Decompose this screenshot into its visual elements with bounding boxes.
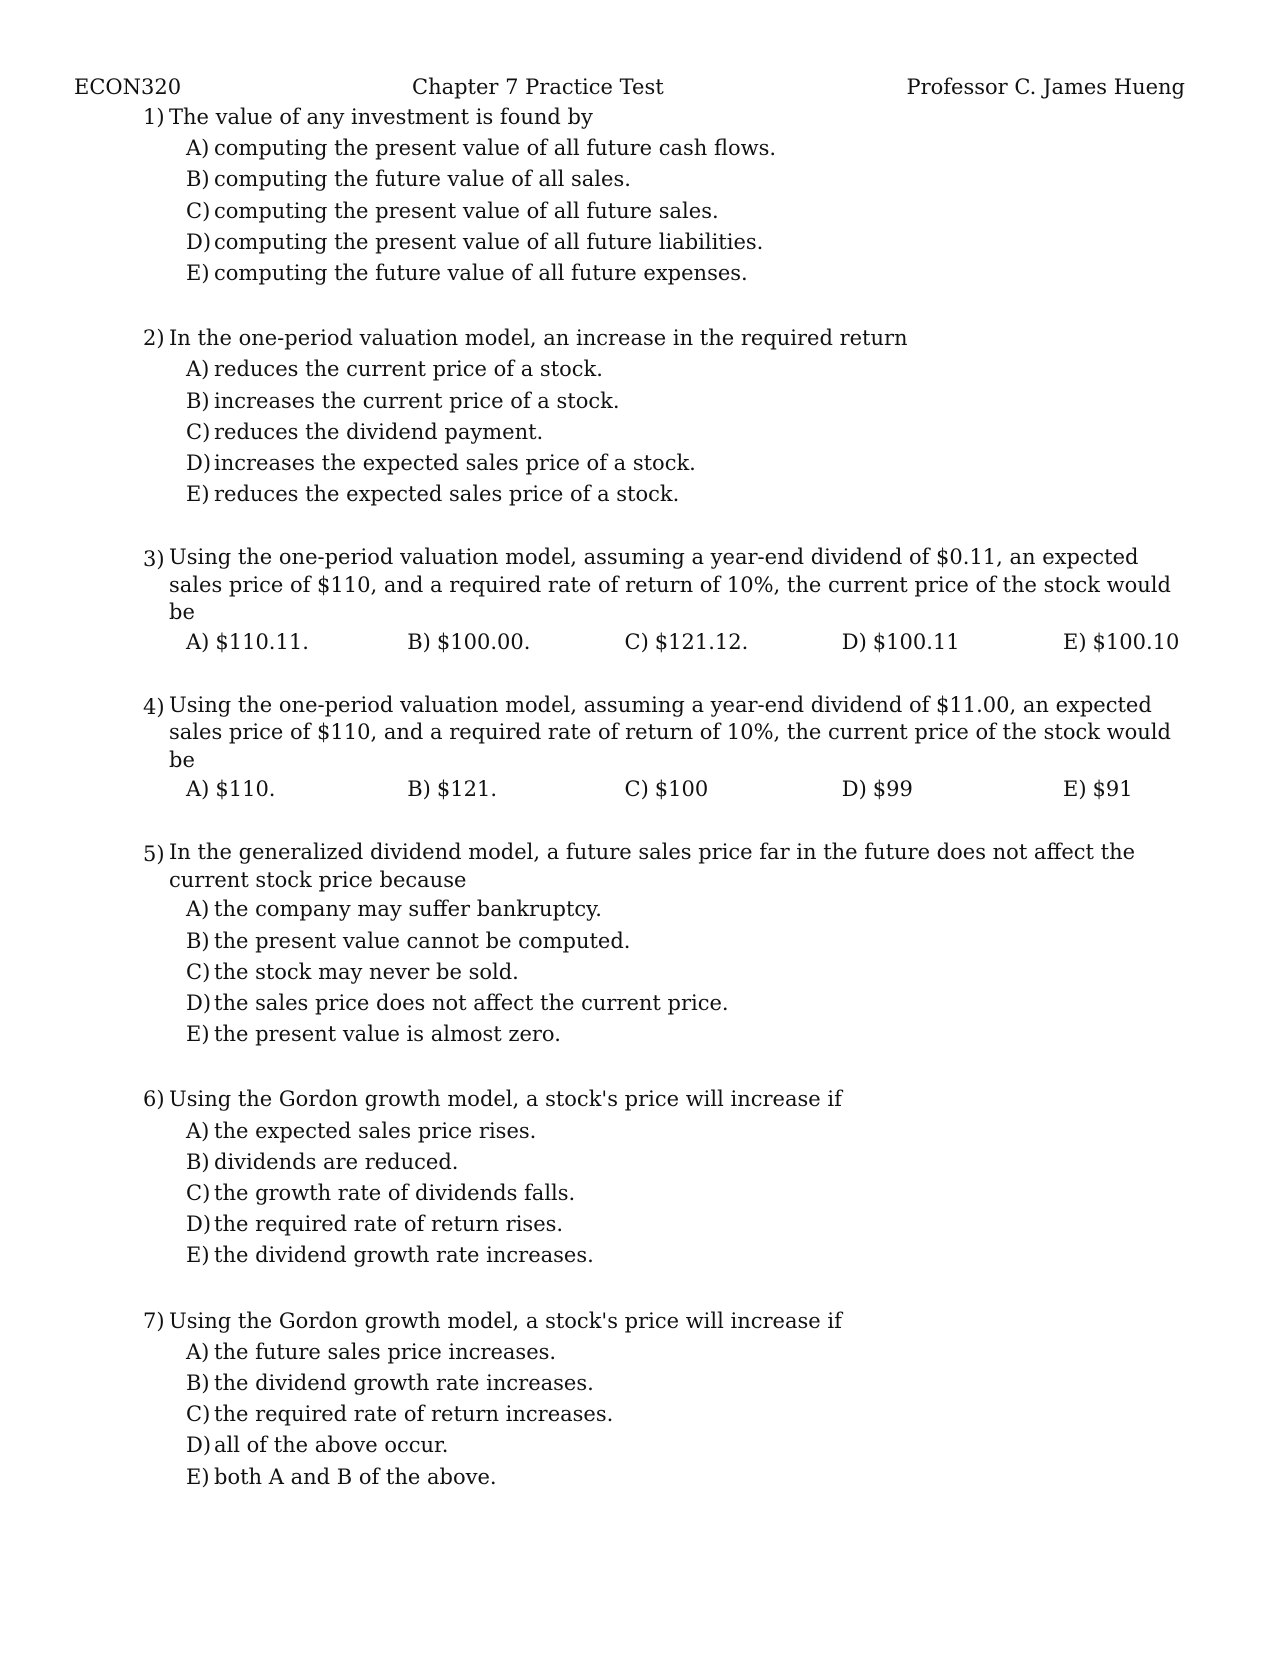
answer-option-a (186, 354, 1173, 385)
option-text: $121. (436, 777, 497, 802)
option-text: $99 (872, 777, 913, 802)
option-label: A) (186, 629, 210, 654)
option-label: E) (186, 482, 210, 507)
option-label: A) (186, 136, 210, 161)
question-stem (143, 544, 1173, 627)
question-text: In the one-period valuation model, an increase in the required return (169, 326, 908, 351)
answer-option-b (186, 926, 1173, 957)
answer-option-c (186, 417, 1173, 448)
answer-option-d (186, 1430, 1173, 1461)
option-label: C) (186, 1181, 211, 1206)
option-text: the dividend growth rate increases. (214, 1371, 594, 1396)
answer-option-c (186, 1178, 1173, 1209)
option-text: the sales price does not affect the current price. (214, 991, 729, 1016)
answer-option-b (186, 1147, 1173, 1178)
option-label: B) (407, 629, 431, 654)
option-text: the present value cannot be computed. (214, 928, 631, 953)
option-text: the company may suffer bankruptcy. (214, 897, 602, 922)
answer-option-e (186, 258, 1173, 289)
answer-options (143, 133, 1173, 289)
answer-option-a (186, 1116, 1173, 1147)
option-text: all of the above occur. (214, 1433, 449, 1458)
question-4 (143, 692, 1173, 806)
answer-option-e (186, 1019, 1173, 1050)
answer-option-e (186, 1462, 1173, 1493)
professor-name: Professor C. James Hueng (906, 75, 1185, 99)
option-label: B) (186, 1371, 210, 1396)
option-text: $100 (654, 777, 709, 802)
option-label: C) (186, 419, 211, 444)
question-text: Using the one-period valuation model, assuming a year-end dividend of $11.00, an expected sales price of $110, and a required rate of return of 10%, the current price of the stock would be (169, 692, 1171, 772)
page-header (0, 72, 1280, 102)
answer-option-e (186, 1240, 1173, 1271)
answer-options (143, 774, 1173, 805)
question-number: 4) (143, 694, 165, 719)
question-1 (143, 102, 1173, 289)
option-label: D) (186, 229, 212, 254)
option-label: E) (186, 1464, 210, 1489)
question-stem (143, 692, 1173, 775)
answer-option-a (186, 627, 396, 658)
answer-option-a (186, 894, 1173, 925)
answer-option-a (186, 774, 396, 805)
question-7 (143, 1306, 1173, 1493)
answer-option-b (407, 627, 613, 658)
page-title: Chapter 7 Practice Test (412, 75, 664, 99)
option-text: dividends are reduced. (214, 1149, 459, 1174)
answer-option-c (186, 957, 1173, 988)
option-text: the required rate of return increases. (214, 1402, 614, 1427)
option-text: reduces the dividend payment. (214, 419, 544, 444)
option-label: D) (186, 991, 212, 1016)
question-number: 6) (143, 1087, 165, 1112)
option-label: C) (624, 777, 649, 802)
option-text: the growth rate of dividends falls. (214, 1181, 576, 1206)
answer-option-c (625, 774, 831, 805)
question-3 (143, 544, 1180, 658)
option-label: C) (624, 629, 649, 654)
option-text: computing the present value of all future cash flows. (214, 136, 777, 161)
option-label: B) (186, 167, 210, 192)
question-number: 2) (143, 326, 165, 351)
option-text: $91 (1092, 777, 1133, 802)
answer-options (143, 1337, 1173, 1493)
option-text: computing the present value of all future sales. (214, 198, 719, 223)
option-text: the dividend growth rate increases. (214, 1243, 594, 1268)
question-text: Using the Gordon growth model, a stock's price will increase if (169, 1087, 842, 1112)
option-text: $121.12. (654, 629, 749, 654)
option-label: E) (1063, 777, 1087, 802)
answer-options (143, 627, 1180, 658)
question-stem (143, 102, 1173, 133)
answer-option-e (1063, 627, 1180, 658)
question-text: The value of any investment is found by (169, 105, 593, 129)
question-stem (143, 323, 1173, 354)
answer-option-d (842, 774, 1052, 805)
option-label: C) (186, 1402, 211, 1427)
answer-option-b (186, 1368, 1173, 1399)
answer-option-b (186, 164, 1173, 195)
option-text: reduces the expected sales price of a stock. (214, 482, 680, 507)
option-text: increases the expected sales price of a stock. (214, 451, 696, 476)
question-list (143, 102, 1180, 1527)
option-label: B) (186, 388, 210, 413)
question-5 (143, 839, 1173, 1050)
answer-option-a (186, 133, 1173, 164)
answer-option-a (186, 1337, 1173, 1368)
answer-option-d (186, 988, 1173, 1019)
answer-option-e (186, 479, 1173, 510)
option-label: C) (186, 198, 211, 223)
option-label: A) (186, 897, 210, 922)
option-text: increases the current price of a stock. (214, 388, 620, 413)
option-label: E) (186, 261, 210, 286)
question-text: Using the Gordon growth model, a stock's price will increase if (169, 1308, 842, 1333)
answer-options (143, 894, 1173, 1050)
option-text: $100.11 (872, 629, 960, 654)
option-text: reduces the current price of a stock. (214, 357, 603, 382)
option-text: computing the present value of all future liabilities. (214, 229, 764, 254)
answer-option-c (625, 627, 831, 658)
option-label: B) (407, 777, 431, 802)
option-text: the stock may never be sold. (214, 959, 519, 984)
option-text: computing the future value of all future expenses. (214, 261, 748, 286)
option-label: D) (186, 1212, 212, 1237)
answer-options (143, 354, 1173, 510)
answer-option-d (186, 1209, 1173, 1240)
option-text: the present value is almost zero. (214, 1022, 561, 1047)
answer-option-d (186, 448, 1173, 479)
option-text: the required rate of return rises. (214, 1212, 564, 1237)
course-code: ECON320 (74, 75, 182, 99)
answer-option-d (186, 227, 1173, 258)
option-text: $110.11. (215, 629, 309, 654)
question-number: 7) (143, 1308, 165, 1333)
option-label: B) (186, 1149, 210, 1174)
answer-option-e (1063, 774, 1173, 805)
option-label: D) (841, 629, 867, 654)
option-label: D) (186, 451, 212, 476)
option-label: E) (186, 1022, 210, 1047)
answer-option-c (186, 1399, 1173, 1430)
answer-option-b (407, 774, 613, 805)
answer-option-d (842, 627, 1052, 658)
question-number: 1) (143, 105, 165, 129)
option-text: the future sales price increases. (214, 1339, 557, 1364)
answer-options (143, 1116, 1173, 1272)
option-label: C) (186, 959, 211, 984)
answer-option-c (186, 196, 1173, 227)
option-label: D) (186, 1433, 212, 1458)
question-text: Using the one-period valuation model, assuming a year-end dividend of $0.11, an expected sales price of $110, and a required rate of return of 10%, the current price of the stock would be (169, 545, 1171, 625)
question-6 (143, 1084, 1173, 1271)
option-label: A) (186, 777, 210, 802)
option-text: $110. (215, 777, 276, 802)
option-text: both A and B of the above. (214, 1464, 497, 1489)
option-label: D) (841, 777, 867, 802)
option-label: A) (186, 357, 210, 382)
question-text: In the generalized dividend model, a future sales price far in the future does not affect the current stock price because (169, 840, 1136, 892)
question-stem (143, 1084, 1173, 1115)
option-label: A) (186, 1118, 210, 1143)
option-label: B) (186, 928, 210, 953)
question-stem (143, 1306, 1173, 1337)
question-number: 3) (143, 547, 165, 572)
option-text: $100.00. (436, 629, 531, 654)
question-stem (143, 839, 1173, 894)
option-text: $100.10 (1092, 629, 1180, 654)
option-label: A) (186, 1339, 210, 1364)
question-2 (143, 323, 1173, 510)
option-text: computing the future value of all sales. (214, 167, 631, 192)
question-number: 5) (143, 842, 165, 867)
option-text: the expected sales price rises. (214, 1118, 537, 1143)
answer-option-b (186, 386, 1173, 417)
option-label: E) (1063, 629, 1087, 654)
option-label: E) (186, 1243, 210, 1268)
